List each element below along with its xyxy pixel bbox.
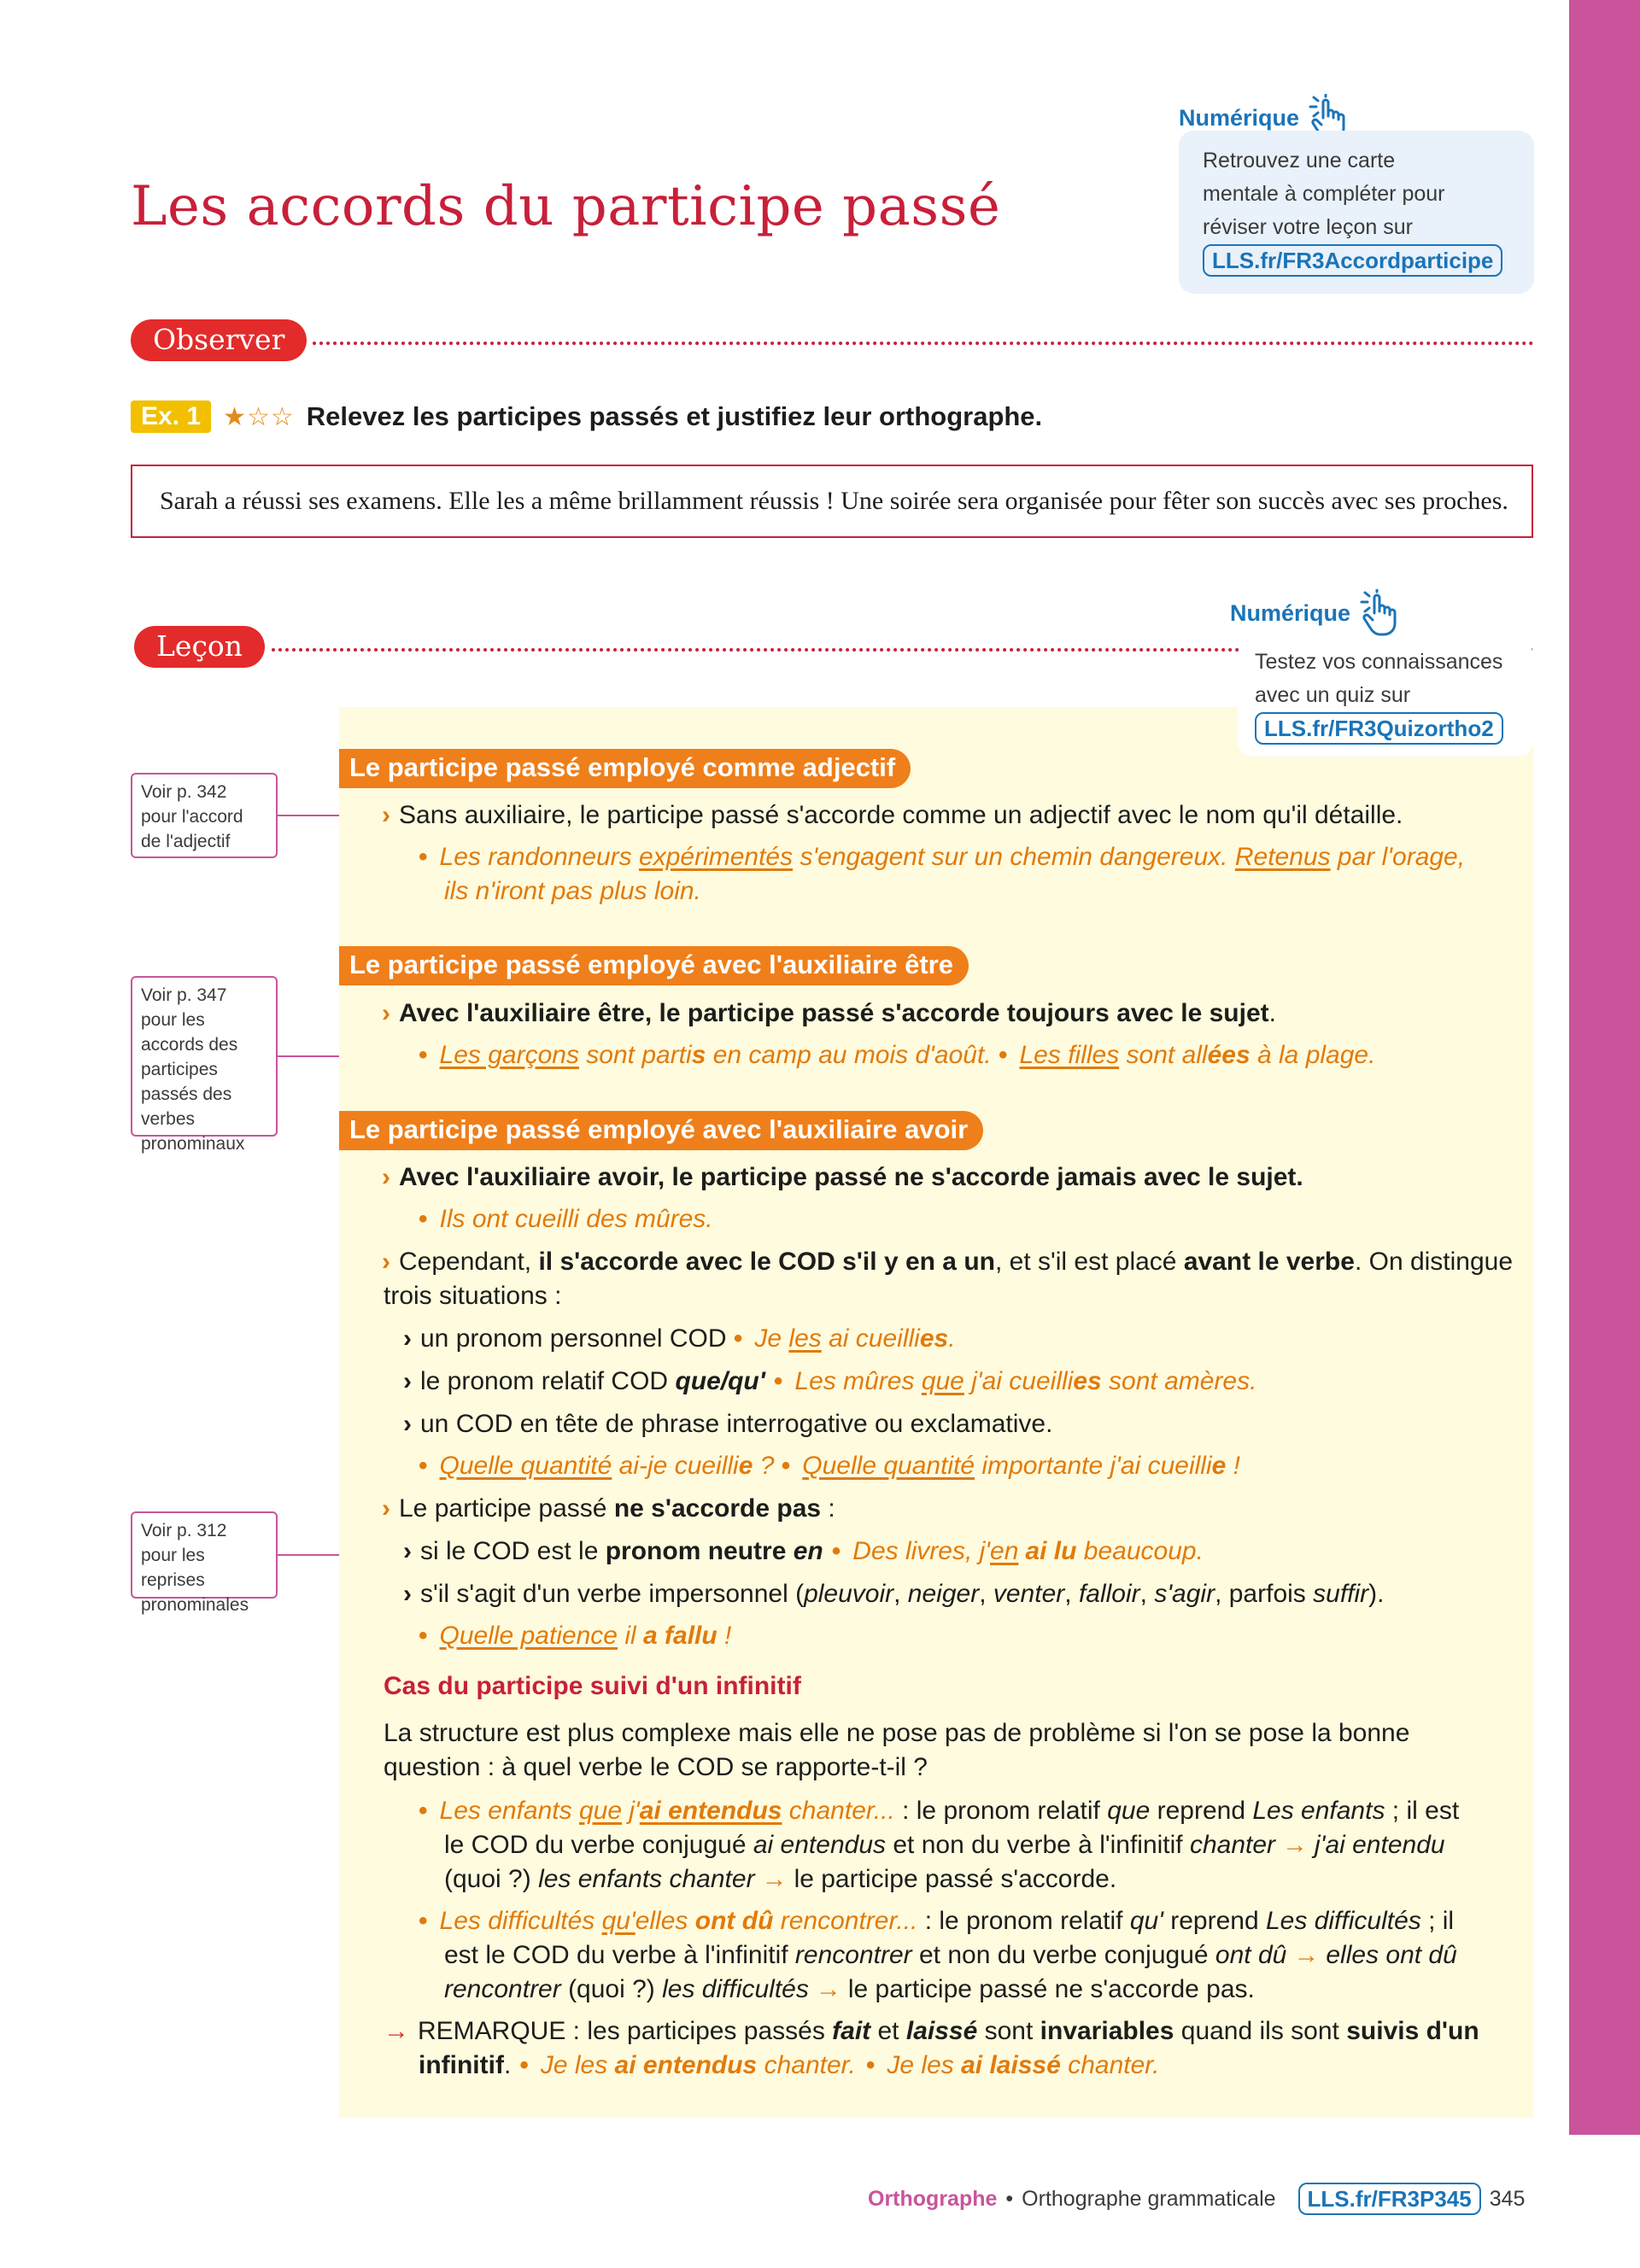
explain-italic: que	[1107, 1797, 1151, 1825]
rule-text: Le participe passé	[399, 1494, 614, 1523]
numerique-label-text: Numérique	[1179, 104, 1300, 131]
example-text: à la plage.	[1250, 1041, 1376, 1069]
rule-bold: avant le verbe	[1183, 1248, 1355, 1276]
example-text: sont parti	[578, 1041, 692, 1069]
rule-line	[382, 1492, 835, 1526]
explain-text: est le COD du verbe à l'infinitif	[444, 1941, 795, 1969]
arrow-right-icon: →	[1293, 1941, 1320, 1969]
bullet-icon: •	[419, 1205, 428, 1233]
explain-italic: qu'	[1129, 1907, 1163, 1935]
case-bold: en	[793, 1537, 823, 1565]
footer-separator: •	[1005, 2186, 1014, 2211]
explain-text: (quoi ?)	[444, 1865, 539, 1893]
explain-text: reprend	[1163, 1907, 1266, 1935]
case-line	[403, 1407, 1052, 1441]
footer-theme: Orthographe	[868, 2186, 998, 2211]
example-text: j'ai cueilli	[964, 1367, 1074, 1395]
explain-text: : le pronom relatif	[894, 1797, 1108, 1825]
bullet-icon: •	[773, 1367, 783, 1395]
example-underlined: Quelle patience	[439, 1622, 618, 1650]
tap-hand-icon	[1357, 589, 1398, 637]
explain-text: et non du verbe conjugué	[911, 1941, 1215, 1969]
rule-text: :	[821, 1494, 835, 1523]
bullet-icon: •	[419, 1622, 428, 1650]
observer-pill: Observer	[131, 319, 307, 361]
remark-text: quand ils sont	[1174, 2017, 1347, 2045]
remark-text: et	[870, 2017, 906, 2045]
example-ending: e	[738, 1452, 753, 1480]
example-text: chanter...	[782, 1797, 895, 1825]
example-underlined: expérimentés	[639, 843, 794, 871]
bullet-icon: •	[419, 843, 428, 871]
rule-line	[382, 997, 1276, 1031]
example-ending: ai entendus	[614, 2051, 758, 2079]
case-line	[403, 1365, 1256, 1399]
bullet-icon: •	[519, 2051, 529, 2079]
explain-line	[444, 1862, 1116, 1897]
rule-text: Avec l'auxiliaire être, le participe passé s'accorde toujours avec le sujet	[399, 999, 1269, 1027]
example-line	[419, 1449, 1240, 1483]
explain-italic: chanter	[1189, 1831, 1276, 1859]
explain-text: le participe passé ne s'accorde pas.	[847, 1975, 1255, 2003]
page-footer	[868, 2183, 1525, 2215]
explain-text: et non du verbe à l'infinitif	[886, 1831, 1190, 1859]
explain-italic: elles ont dû	[1326, 1941, 1457, 1969]
explain-text: le participe passé s'accorde.	[794, 1865, 1117, 1893]
note-connector	[278, 815, 339, 816]
example-text: Ils ont cueilli des mûres.	[439, 1205, 713, 1233]
example-underlined: Retenus	[1234, 843, 1331, 871]
numerique-line: mentale à compléter pour	[1203, 182, 1445, 206]
chevron-icon: ›	[403, 1580, 412, 1608]
exercise-badge: Ex. 1	[131, 400, 211, 433]
example-text: rencontrer...	[773, 1907, 918, 1935]
example-underlined: Les garçons	[439, 1041, 579, 1069]
example-text: .	[948, 1324, 956, 1353]
chevron-icon: ›	[382, 999, 390, 1027]
remark-arrow-icon: →	[384, 2017, 409, 2045]
page-title: Les accords du participe passé	[131, 175, 1001, 238]
chevron-icon: ›	[382, 1163, 390, 1191]
example-underlined: que	[921, 1367, 964, 1395]
example-text: en camp au mois d'août.	[706, 1041, 999, 1069]
remark-text: REMARQUE : les participes passés	[418, 2017, 833, 2045]
explain-text: ; il	[1420, 1907, 1455, 1935]
example-underlined: Quelle quantité	[439, 1452, 612, 1480]
chevron-icon: ›	[403, 1537, 412, 1565]
example-underlined: Quelle quantité	[802, 1452, 975, 1480]
case-italic: venter	[993, 1580, 1065, 1608]
quiz-line: Testez vos connaissances	[1255, 650, 1503, 674]
intro-line: question : à quel verbe le COD se rapporte-t-il ?	[384, 1753, 928, 1781]
example-line	[419, 840, 1465, 874]
intro-line: La structure est plus complexe mais elle ne pose pas de problème si l'on se pose la bonne	[384, 1719, 1410, 1747]
example-ending: es	[1073, 1367, 1102, 1395]
example-underlined: en	[990, 1537, 1019, 1565]
example-text: elles	[635, 1907, 695, 1935]
example-text: importante j'ai cueilli	[975, 1452, 1212, 1480]
rule-line	[382, 1245, 1513, 1279]
example-ending: ai lu	[1025, 1537, 1077, 1565]
explain-line	[419, 1794, 1459, 1828]
remark-text: sont	[977, 2017, 1040, 2045]
bullet-icon: •	[831, 1537, 841, 1565]
observer-divider	[313, 342, 1534, 345]
example-text: ai cueilli	[821, 1324, 920, 1353]
section-heading: Le participe passé employé avec l'auxiliaire être	[339, 946, 969, 985]
example-ending: s	[691, 1041, 706, 1069]
remark-bold: infinitif	[419, 2051, 504, 2079]
chevron-icon: ›	[403, 1367, 412, 1395]
explain-line	[419, 1904, 1454, 1938]
rule-line	[384, 1279, 561, 1313]
remark-bold: suivis d'un	[1346, 2017, 1479, 2045]
example-text: sont all	[1119, 1041, 1208, 1069]
explain-italic: les difficultés	[662, 1975, 809, 2003]
case-text: ).	[1368, 1580, 1385, 1608]
explain-text: (quoi ?)	[560, 1975, 663, 2003]
bullet-icon: •	[865, 2051, 876, 2079]
exercise-instruction: Relevez les participes passés et justifiez leur orthographe.	[306, 401, 1043, 431]
numerique-line: Retrouvez une carte	[1203, 149, 1396, 172]
case-italic: suffir	[1313, 1580, 1369, 1608]
example-text: sont amères.	[1101, 1367, 1257, 1395]
numerique-line: réviser votre leçon sur	[1203, 215, 1413, 239]
explain-text: reprend	[1150, 1797, 1253, 1825]
rule-text: . On distingue	[1354, 1248, 1514, 1276]
difficulty-stars-icon: ★☆☆	[223, 401, 295, 432]
example-text: Je les	[887, 2051, 962, 2079]
example-line	[444, 874, 701, 909]
case-italic: falloir	[1078, 1580, 1140, 1608]
section-heading: Le participe passé employé avec l'auxiliaire avoir	[339, 1111, 983, 1150]
example-ending: e	[1211, 1452, 1227, 1480]
numerique-label-text: Numérique	[1230, 599, 1351, 626]
explain-line	[444, 1828, 1445, 1862]
case-italic: pleuvoir	[804, 1580, 894, 1608]
example-underlined: que	[578, 1797, 623, 1825]
rule-line	[382, 798, 1403, 833]
bullet-icon: •	[733, 1324, 743, 1353]
chevron-icon: ›	[403, 1324, 412, 1353]
explain-text: : le pronom relatif	[917, 1907, 1130, 1935]
example-underlined: Les filles	[1019, 1041, 1120, 1069]
case-italic: neiger	[907, 1580, 980, 1608]
explain-italic: j'ai entendu	[1315, 1831, 1445, 1859]
bullet-icon: •	[419, 1797, 428, 1825]
case-text: s'il s'agit d'un verbe impersonnel (	[420, 1580, 805, 1608]
case-line	[403, 1534, 1204, 1569]
example-text: ils n'iront pas plus loin.	[444, 877, 701, 905]
explain-italic: Les difficultés	[1266, 1907, 1421, 1935]
example-text: Les difficultés	[439, 1907, 602, 1935]
quiz-line: avec un quiz sur	[1255, 683, 1411, 707]
remark-line	[384, 2014, 1479, 2049]
remark-line: infinitif. • Je les ai entendus chanter. • Je les ai laissé chanter.	[419, 2051, 1160, 2079]
rule-line	[382, 1160, 1303, 1195]
explain-text: ; il est	[1385, 1797, 1460, 1825]
chevron-icon: ›	[403, 1410, 412, 1438]
bullet-icon: •	[419, 1907, 428, 1935]
page-number: 345	[1489, 2186, 1526, 2211]
quiz-card	[1238, 640, 1533, 757]
note-connector	[278, 1554, 339, 1556]
example-text: il	[618, 1622, 643, 1650]
example-ending: ées	[1207, 1041, 1250, 1069]
example-text: Je	[754, 1324, 789, 1353]
explain-italic: rencontrer	[444, 1975, 561, 2003]
example-ending: es	[919, 1324, 949, 1353]
case-bold: pronom neutre	[605, 1537, 794, 1565]
numerique-card	[1179, 131, 1534, 294]
arrow-right-icon: →	[815, 1975, 841, 2003]
chevron-icon: ›	[382, 801, 390, 829]
explain-italic: rencontrer	[794, 1941, 912, 1969]
explain-line	[444, 1973, 1255, 2007]
remark-bold: laissé	[905, 2017, 978, 2045]
explain-italic: les enfants chanter	[538, 1865, 755, 1893]
example-ending: ai entendus	[639, 1797, 782, 1825]
chevron-icon: ›	[382, 1494, 390, 1523]
section-heading: Le participe passé employé comme adjectif	[339, 749, 911, 788]
chevron-icon: ›	[382, 1248, 390, 1276]
numerique-label-2	[1230, 589, 1398, 637]
exercise-header	[131, 400, 1042, 433]
rule-period: .	[1268, 999, 1276, 1027]
example-text: Les mûres	[794, 1367, 922, 1395]
side-note: Voir p. 312 pour les reprises pronominales	[131, 1511, 278, 1599]
case-heading: Cas du participe suivi d'un infinitif	[384, 1672, 801, 1700]
example-ending: ai laissé	[961, 2051, 1061, 2079]
explain-line	[444, 1938, 1457, 1973]
side-note: Voir p. 347 pour les accords des participes passés des verbes pronominaux	[131, 976, 278, 1137]
example-text: ?	[753, 1452, 782, 1480]
example-text: chanter.	[757, 2051, 856, 2079]
remark-bold: fait	[832, 2017, 871, 2045]
case-bold: que/qu'	[675, 1367, 765, 1395]
rule-text: , et s'il est placé	[994, 1248, 1184, 1276]
example-line	[419, 1038, 1375, 1073]
bullet-icon: •	[419, 1041, 428, 1069]
case-text: un COD en tête de phrase interrogative ou exclamative.	[420, 1410, 1053, 1438]
example-text: chanter.	[1060, 2051, 1160, 2079]
example-text: Je les	[540, 2051, 615, 2079]
side-color-band	[1569, 0, 1640, 2135]
arrow-right-icon: →	[761, 1865, 788, 1893]
side-note: Voir p. 342 pour l'accord de l'adjectif	[131, 773, 278, 858]
rule-text: Sans auxiliaire, le participe passé s'accorde comme un adjectif avec le nom qu'il détaille.	[399, 801, 1403, 829]
note-connector	[278, 1055, 339, 1057]
rule-bold: ne s'accorde pas	[613, 1494, 822, 1523]
rule-text: trois situations :	[384, 1282, 562, 1310]
footer-subtheme: Orthographe grammaticale	[1022, 2186, 1276, 2211]
bullet-icon: •	[781, 1452, 791, 1480]
bullet-icon: •	[998, 1041, 1008, 1069]
example-text: ai-je cueilli	[612, 1452, 739, 1480]
bullet-icon: •	[419, 1452, 428, 1480]
lecon-pill: Leçon	[134, 626, 265, 668]
explain-text: le COD du verbe conjugué	[444, 1831, 753, 1859]
example-line	[419, 1202, 713, 1236]
example-underlined: les	[788, 1324, 822, 1353]
exercise-text-box	[131, 465, 1533, 538]
exercise-text: Sarah a réussi ses examens. Elle les a même brillamment réussis ! Une soirée sera organisée pour fêter son succès avec ses proches.	[160, 487, 1508, 515]
arrow-right-icon: →	[1282, 1831, 1309, 1859]
example-text: Les randonneurs	[439, 843, 640, 871]
quiz-link[interactable]: LLS.fr/FR3Quizortho2	[1255, 712, 1503, 745]
explain-italic: ai entendus	[753, 1831, 887, 1859]
example-text: par l'orage,	[1330, 843, 1466, 871]
example-text: Des livres, j'	[852, 1537, 991, 1565]
example-line	[419, 1619, 731, 1653]
rule-text: Avec l'auxiliaire avoir, le participe passé ne s'accorde jamais avec le sujet.	[399, 1163, 1303, 1191]
case-line	[403, 1322, 956, 1356]
mindmap-link[interactable]: LLS.fr/FR3Accordparticipe	[1203, 244, 1502, 277]
example-text: s'engagent sur un chemin dangereux.	[793, 843, 1235, 871]
explain-italic: Les enfants	[1252, 1797, 1385, 1825]
case-text: , parfois	[1215, 1580, 1314, 1608]
rule-bold: il s'accorde avec le COD s'il y en a un	[538, 1248, 995, 1276]
case-line: › s'il s'agit d'un verbe impersonnel (pleuvoir, neiger, venter, falloir, s'agir, parfois suffir).	[403, 1580, 1385, 1608]
example-ending: ont dû	[694, 1907, 774, 1935]
case-text: si le COD est le	[420, 1537, 606, 1565]
example-ending: a fallu	[643, 1622, 718, 1650]
explain-italic: ont dû	[1215, 1941, 1287, 1969]
footer-link[interactable]: LLS.fr/FR3P345	[1298, 2183, 1481, 2215]
example-underlined: qu'	[601, 1907, 636, 1935]
example-text: beaucoup.	[1076, 1537, 1204, 1565]
example-text: !	[717, 1622, 732, 1650]
case-text: le pronom relatif COD	[420, 1367, 676, 1395]
example-text: Les enfants	[439, 1797, 579, 1825]
case-italic: s'agir	[1154, 1580, 1215, 1608]
example-text: !	[1226, 1452, 1240, 1480]
remark-bold: invariables	[1040, 2017, 1174, 2045]
example-text: j'	[622, 1797, 640, 1825]
case-text: un pronom personnel COD	[420, 1324, 734, 1353]
rule-text: Cependant,	[399, 1248, 539, 1276]
